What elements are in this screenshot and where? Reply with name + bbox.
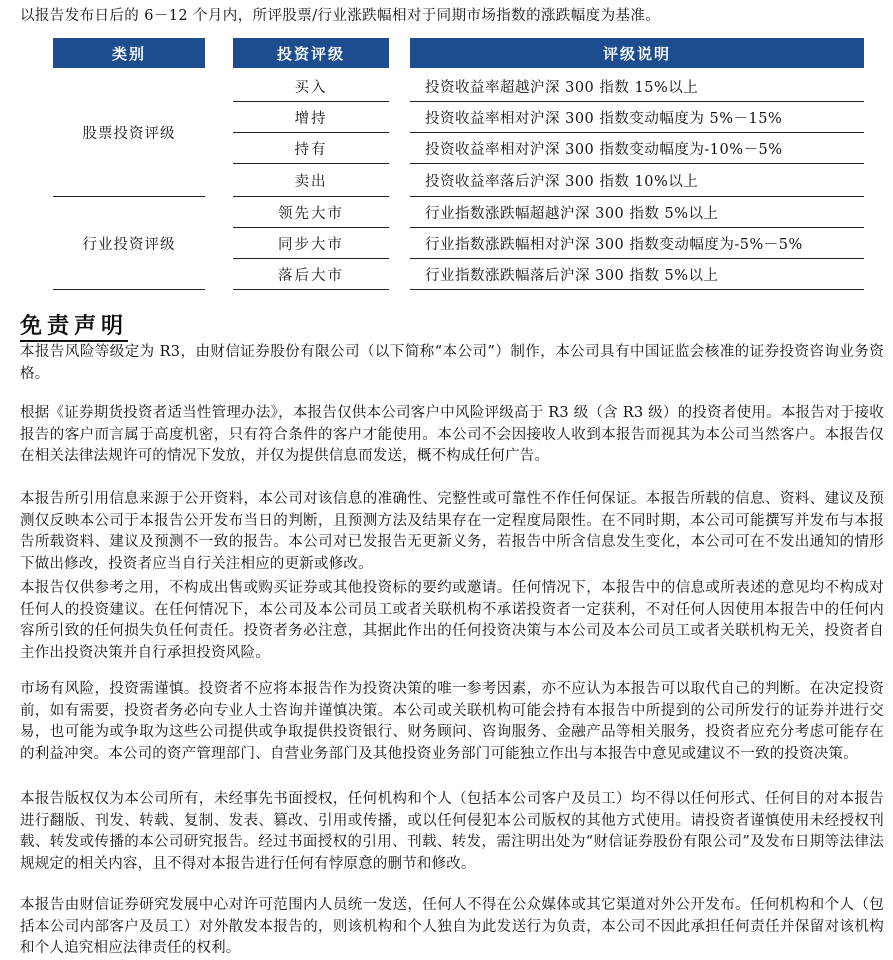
section-divider [53,196,205,197]
description-cell: 投资收益率超越沪深 300 指数 15%以上 [425,79,699,96]
description-cell: 行业指数涨跌幅超越沪深 300 指数 5%以上 [425,205,719,222]
disclaimer-paragraph: 市场有风险，投资需谨慎。投资者不应将本报告作为投资决策的唯一参考因素，亦不应认为本报告可以取代自己的判断。在决定投资前，如有需要，投资者务必向专业人士咨询并谨慎决策。本公司或关联机构可能会持有本报告中所提到的公司所发行的证券并进行交易，也可能为或争取为这些公司提供或争取提供投资银行、财务顾问、咨询服务、金融产品等相关服务，投资者应充分考虑可能存在的利益冲突。本公司的资产管理部门、自营业务部门及其他投资业务部门可能独立作出与本报告中意见或建议不一致的投资决策。 [20,681,884,762]
description-cell: 行业指数涨跌幅相对沪深 300 指数变动幅度为-5%－5% [425,236,803,253]
description-cell: 投资收益率落后沪深 300 指数 10%以上 [425,173,699,190]
rating-cell: 领先大市 [278,205,344,222]
table-bottom-rule [53,289,205,290]
table-bottom-rule [410,289,864,290]
disclaimer-paragraph: 本报告仅供参考之用，不构成出售或购买证券或其他投资标的要约或邀请。任何情况下，本报告中的信息或所表述的意见均不构成对任何人的投资建议。在任何情况下，本公司及本公司员工或者关联机构不承诺投资者一定获利，不对任何人因使用本报告中的任何内容所引致的任何损失负任何责任。投资者务必注意，其据此作出的任何投资决策与本公司及本公司员工或者关联机构无关，投资者自主作出投资决策并自行承担投资风险。 [20,580,884,661]
rating-cell: 落后大市 [278,267,344,284]
rating-cell: 同步大市 [278,236,344,253]
rating-cell: 买入 [294,79,328,96]
description-cell: 投资收益率相对沪深 300 指数变动幅度为 5%－15% [425,110,783,127]
row-divider [410,163,864,164]
header-description: 评级说明 [410,38,864,68]
rating-cell: 卖出 [294,173,328,190]
disclaimer-paragraph: 根据《证券期货投资者适当性管理办法》，本报告仅供本公司客户中风险评级高于 R3 级（含 R3 级）的投资者使用。本报告对于接收报告的客户而言属于高度机密，只有符合条件的客户才能使用。本公司不会因接收人收到本报告而视其为本公司当然客户。本报告仅在相关法律法规许可的情况下发放，并仅为提供信息而发送，概不构成任何广告。 [20,405,884,464]
category-industry: 行业投资评级 [82,236,176,253]
header-category: 类别 [53,38,205,68]
table-bottom-rule [233,289,389,290]
description-cell: 投资收益率相对沪深 300 指数变动幅度为-10%－5% [425,141,783,158]
intro-text: 以报告发布日后的 6－12 个月内，所评股票/行业涨跌幅相对于同期市场指数的涨跌幅度为基准。 [20,8,661,24]
rating-cell: 增持 [294,110,328,127]
header-rating: 投资评级 [233,38,389,68]
description-cell: 行业指数涨跌幅落后沪深 300 指数 5%以上 [425,267,719,284]
row-divider [233,163,389,164]
disclaimer-paragraph: 本报告由财信证券研究发展中心对许可范围内人员统一发送，任何人不得在公众媒体或其它渠道对外公开发布。任何机构和个人（包括本公司内部客户及员工）对外散发本报告的，则该机构和个人独自为此发送行为负责，本公司不因此承担任何责任并保留对该机构和个人追究相应法律责任的权利。 [20,897,884,956]
disclaimer-paragraph: 本报告版权仅为本公司所有，未经事先书面授权，任何机构和个人（包括本公司客户及员工）均不得以任何形式、任何目的对本报告进行翻版、刊发、转载、复制、发表、篡改、引用或传播，或以任何侵犯本公司版权的其他方式使用。请投资者谨慎使用未经授权刊载、转发或传播的本公司研究报告。经过书面授权的引用、刊载、转发，需注明出处为“财信证券股份有限公司”及发布日期等法律法规规定的相关内容，且不得对本报告进行任何有悖原意的删节和修改。 [20,791,884,872]
rating-cell: 持有 [294,141,328,158]
disclaimer-paragraph: 本报告所引用信息来源于公开资料，本公司对该信息的准确性、完整性或可靠性不作任何保证。本报告所载的信息、资料、建议及预测仅反映本公司于本报告公开发布当日的判断，且预测方法及结果存在一定程度局限性。在不同时期，本公司可能撰写并发布与本报告所载资料、建议及预测不一致的报告。本公司对已发报告无更新义务，若报告中所含信息发生变化，本公司可在不发出通知的情形下做出修改，投资者应当自行关注相应的更新或修改。 [20,491,884,572]
disclaimer-title: 免责声明 [20,313,128,342]
category-stock: 股票投资评级 [82,125,176,142]
disclaimer-paragraph: 本报告风险等级定为 R3，由财信证券股份有限公司（以下简称“本公司”）制作，本公司具有中国证监会核准的证券投资咨询业务资格。 [20,344,884,382]
